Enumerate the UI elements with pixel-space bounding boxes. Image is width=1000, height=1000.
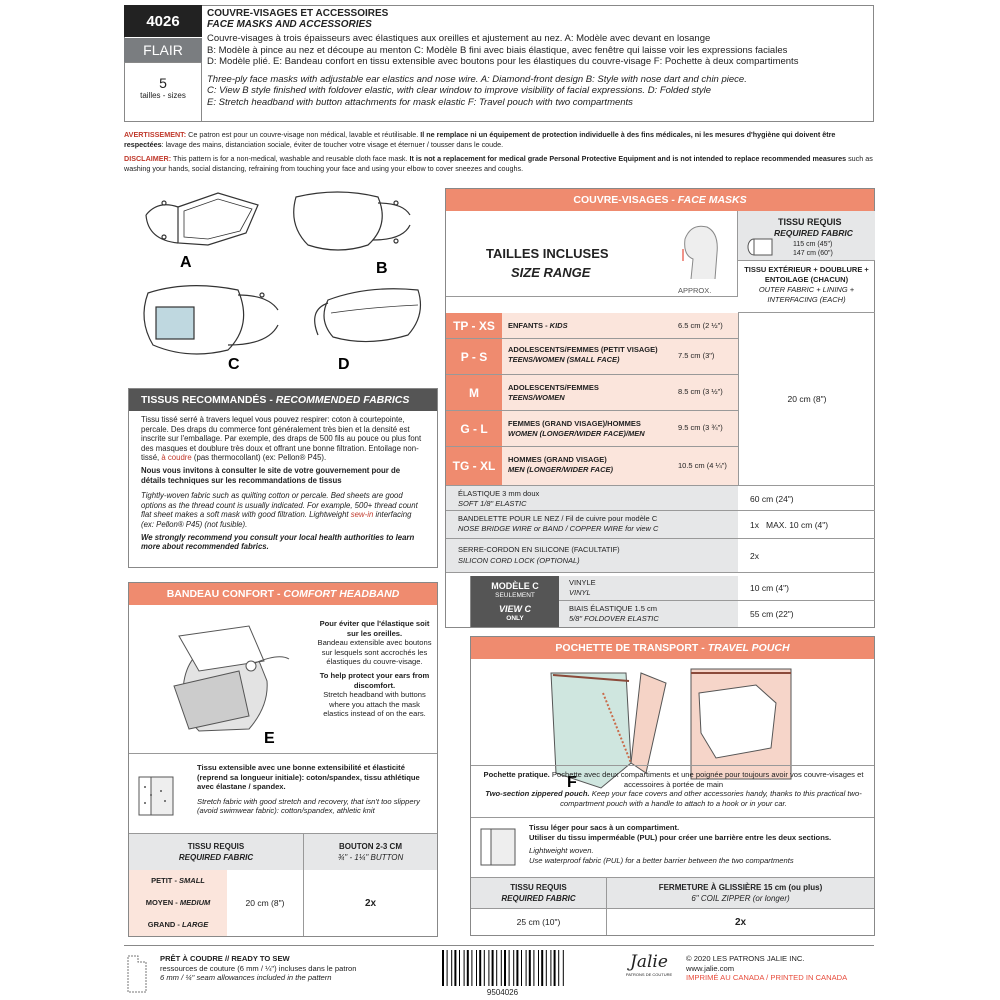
zip-fr: FERMETURE À GLISSIÈRE 15 cm (ou plus) — [658, 883, 823, 892]
pouch-fabric-fr1: Tissu léger pour sacs à un compartiment. — [529, 823, 680, 832]
divider — [129, 753, 437, 754]
model-c-fr-sub: SEULEMENT — [495, 592, 535, 599]
barcode-bar — [479, 950, 481, 986]
barcode-bar — [533, 950, 534, 986]
headband-fabric-fr: Tissu extensible avec une bonne extensibilité et élasticité (reprend sa longueur initiale): coton/spandex, tissu athlétique avec élastane / spandex. — [197, 763, 420, 792]
size-code: TG - XL — [446, 447, 502, 485]
pouch-zip-header — [607, 878, 874, 908]
barcode-bar — [476, 950, 477, 986]
rec-fr-highlight: à coudre — [161, 453, 192, 463]
headband-fabric — [197, 763, 432, 816]
barcode-bar — [550, 950, 551, 986]
barcode-bar — [513, 950, 514, 986]
knit-fabric-icon — [135, 771, 190, 819]
warning-en-rest: such as washing your hands, social distancing, refraining from touching your face and using your elbow to cover sneezes and coughs. — [124, 154, 873, 173]
size-fr: ADOLESCENTS/FEMMES (PETIT VISAGE) — [508, 345, 658, 354]
desc-en-line: C: View B style finished with foldover elastic, with clear window to improve visibility of facial expressions. D: Folded style — [207, 85, 712, 96]
headband-illustration — [139, 611, 309, 751]
title-fr: BANDEAU CONFORT - — [166, 588, 284, 600]
barcode-bar — [451, 950, 452, 986]
mask-illustrations — [128, 185, 438, 375]
barcode-bar — [546, 950, 547, 986]
face-masks-title — [446, 189, 874, 211]
width-2: 147 cm (60") — [793, 250, 833, 257]
size-fr: GRAND - — [147, 920, 182, 929]
pouch-fabric-fr2: Utiliser du tissu imperméable (PUL) pour créer une barrière entre les deux sections. — [529, 832, 832, 842]
warning-en-text: This pattern is for a non-medical, washable and reusable cloth face mask. — [171, 154, 410, 163]
size-row — [446, 339, 738, 375]
pouch-en-text: Keep your face covers and other accessories handy, thanks to this practical two-compartment pouch with a handle to attach to a hook or in your car. — [560, 789, 862, 808]
size-en: TEENS/WOMEN — [508, 393, 565, 402]
size-desc — [508, 383, 599, 403]
description-fr — [207, 33, 867, 68]
title-fr: COUVRE-VISAGES - — [573, 194, 678, 206]
woven-fabric-icon — [477, 825, 527, 870]
model-c-fr: MODÈLE C — [491, 581, 539, 591]
travel-pouch-title — [471, 637, 874, 659]
desc-fr-line: Couvre-visages à trois épaisseurs avec élastiques aux oreilles et ajustement au nez. A: Modèle avec devant en losange — [207, 33, 711, 44]
size-desc — [508, 419, 673, 439]
notion-en: SILICON CORD LOCK (OPTIONAL) — [458, 556, 580, 565]
sizes-count: 5 — [159, 75, 167, 91]
comfort-headband-panel — [128, 582, 438, 937]
size-row — [446, 411, 738, 447]
notion-en: SOFT 1/8" ELASTIC — [458, 499, 527, 508]
rec-fr-text-end: (pas thermocollant) (ex: Pellon® P45). — [191, 453, 327, 463]
face-masks-panel — [445, 188, 875, 628]
pouch-fr-bold: Pochette pratique. — [483, 770, 550, 779]
size-code: P - S — [446, 339, 502, 374]
title-en: RECOMMENDED FABRICS — [275, 394, 410, 406]
pouch-desc-en — [481, 789, 866, 808]
brand-label: FLAIR — [124, 38, 202, 62]
warning-fr-rest: : lavage des mains, distanciation sociale, éviter de toucher votre visage et éternuer / tousser dans le coude. — [161, 139, 504, 149]
barcode-bar — [492, 950, 494, 986]
size-row — [446, 375, 738, 411]
model-c-row-en: VINYL — [569, 588, 591, 597]
printed-in: IMPRIMÉ AU CANADA / PRINTED IN CANADA — [686, 973, 848, 983]
barcode-bar — [554, 950, 556, 986]
model-c-panel — [470, 576, 875, 628]
size-fr: FEMMES (GRAND VISAGE)/HOMMES — [508, 419, 641, 428]
mask-b-illustration — [294, 192, 410, 250]
notion-amount: 1x MAX. 10 cm (4") — [738, 511, 875, 539]
model-c-row-fr: VINYLE — [569, 578, 596, 587]
divider — [471, 765, 874, 766]
notion-en: NOSE BRIDGE WIRE or BAND / COPPER WIRE for view C — [458, 524, 659, 533]
fabric-amount: 20 cm (8") — [738, 313, 875, 485]
req-fr: TISSU REQUIS — [187, 842, 245, 851]
barcode-bar — [529, 950, 531, 986]
headband-en-text: Stretch headband with buttons where you attach the mask elastics instead of on the ears. — [323, 690, 426, 719]
headband-fabric-en: Stretch fabric with good stretch and recovery, that isn't too slippery (avoid swimwear fabric): cotton/spandex, athletic knit — [197, 796, 420, 816]
model-c-row-en: 5/8" FOLDOVER ELASTIC — [569, 614, 659, 623]
model-c-en: VIEW C — [498, 604, 531, 614]
notion-fr: SERRE-CORDON EN SILICONE (FACULTATIF) — [458, 545, 620, 554]
logo-text: Jalie — [630, 952, 668, 972]
desc-fr-line: D: Modèle plié. E: Bandeau confort en tissu extensible avec boutons pour les élastiques du couvre-visage F: Pochette à deux compartiments — [207, 56, 799, 67]
notion-amount: 60 cm (24") — [738, 485, 875, 511]
copyright: © 2020 LES PATRONS JALIE INC. — [686, 954, 805, 963]
pouch-desc — [481, 770, 866, 808]
allowance-en: 6 mm / ¼" seam allowances included in the pattern — [160, 973, 332, 983]
notion-row — [446, 539, 738, 573]
barcode-number: 9504026 — [486, 988, 519, 997]
title-fr: POCHETTE DE TRANSPORT - — [555, 642, 708, 654]
size-measure: 7.5 cm (3") — [678, 351, 715, 360]
fabric-layers — [738, 261, 875, 313]
title-en: COMFORT HEADBAND — [283, 588, 400, 600]
pouch-fr-text: Pochette avec deux compartiments et une poignée pour toujours avoir vos couvre-visages et accessoires à portée de main — [549, 770, 864, 789]
notion-row — [446, 485, 738, 511]
barcode-bar — [509, 950, 510, 986]
size-rows — [446, 313, 738, 485]
fabric-required-en: REQUIRED FABRIC — [774, 228, 853, 238]
headband-fr-bold: Pour éviter que l'élastique soit sur les oreilles. — [319, 619, 430, 638]
button-en: ¾" - 1¼" BUTTON — [337, 853, 404, 862]
desc-en-line: E: Stretch headband with button attachments for mask elastic F: Travel pouch with two compartments — [207, 96, 633, 108]
mask-d-illustration — [315, 289, 421, 342]
warning-fr — [124, 130, 874, 149]
divider — [471, 817, 874, 818]
size-code: G - L — [446, 411, 502, 446]
fabric-required-header — [738, 211, 875, 261]
barcode-bar — [459, 950, 460, 986]
size-en: MEDIUM — [179, 898, 211, 907]
headband-req-header — [129, 834, 304, 870]
barcode-bars — [440, 950, 565, 986]
recommended-fabrics-panel — [128, 388, 438, 568]
sizes-label: tailles - sizes — [140, 91, 186, 100]
notion-amount: 2x — [738, 539, 875, 573]
size-en: SMALL — [179, 876, 205, 885]
mask-a-illustration — [146, 193, 258, 245]
size-en: WOMEN (LONGER/WIDER FACE)/MEN — [508, 429, 645, 438]
barcode-bar — [521, 950, 522, 986]
barcode-bar — [488, 950, 489, 986]
view-f-label: F — [567, 774, 577, 791]
barcode-bar — [447, 950, 448, 986]
warnings — [124, 130, 874, 173]
req-fr: TISSU REQUIS — [510, 883, 567, 892]
req-en: REQUIRED FABRIC — [178, 853, 254, 862]
barcode — [440, 950, 565, 997]
zip-en: 6" COIL ZIPPER (or longer) — [691, 894, 790, 903]
barcode-bar — [563, 950, 564, 986]
recommended-fabrics-title — [129, 389, 437, 411]
view-a-label: A — [180, 254, 192, 271]
jalie-logo — [624, 952, 674, 977]
headband-size — [129, 914, 227, 936]
ready-separator: // — [222, 954, 232, 963]
size-fr: ADOLESCENTS/FEMMES — [508, 383, 599, 392]
barcode-bar — [538, 950, 539, 986]
rec-en-p1 — [141, 491, 425, 529]
rec-fr-p2: Nous vous invitons à consulter le site de votre gouvernement pour de détails techniques sur les recommandations de tissus — [141, 465, 401, 485]
size-en: MEN (LONGER/WIDER FACE) — [508, 465, 613, 474]
size-measure: 9.5 cm (3 ¾") — [678, 423, 723, 432]
size-range-en: SIZE RANGE — [511, 265, 591, 280]
req-en: REQUIRED FABRIC — [501, 894, 576, 903]
warning-fr-label: AVERTISSEMENT: — [124, 130, 187, 139]
pouch-desc-fr — [481, 770, 866, 789]
barcode-bar — [454, 950, 456, 986]
size-en: TEENS/WOMEN (SMALL FACE) — [508, 355, 620, 364]
rec-en-text: Tightly-woven fabric such as quilting cotton or percale. Bed sheets are good options as the thread count is usually indicated. For example, 500+ thread count flat sheet makes a soft mask with good filtration. Lightweight — [141, 491, 418, 520]
headband-sizes — [129, 870, 227, 936]
desc-fr-line: B: Modèle à pince au nez et découpe au menton C: Modèle B fini avec biais élastique, avec fenêtre qui laisse voir les expressions faciales — [207, 44, 788, 56]
size-range-header — [446, 211, 738, 297]
model-c-en-sub: ONLY — [506, 615, 524, 622]
headband-size — [129, 892, 227, 914]
ready-en: READY TO SEW — [231, 954, 290, 963]
size-fr: ENFANTS - — [508, 321, 550, 330]
size-code: M — [446, 375, 502, 410]
fabric-desc-fr: TISSU EXTÉRIEUR + DOUBLURE + ENTOILAGE (CHACUN) — [744, 265, 869, 284]
rec-fr-text: Tissu tissé serré à travers lequel vous pouvez respirer: coton à courtepointe, percale. Des draps du commerce font généralement très bien et la densité est inscrite sur l'emballage. Par exemple, des draps de 500 fils au pouce ou plus font des masques et doublure très doux et offrant une bonne filtration. Entoilage non-tissé, — [141, 415, 422, 463]
warning-en — [124, 154, 874, 173]
pattern-number: 4026 — [124, 5, 202, 37]
size-fr: MOYEN - — [145, 898, 180, 907]
size-en: LARGE — [181, 920, 209, 929]
comfort-headband-title — [129, 583, 437, 605]
pouch-en-bold: Two-section zippered pouch. — [485, 789, 590, 799]
warning-en-label: DISCLAIMER: — [124, 154, 172, 163]
model-c-amount: 10 cm (4") — [738, 576, 875, 601]
pouch-zip-amount: 2x — [607, 908, 874, 935]
description-en — [207, 74, 867, 109]
title-fr: COUVRE-VISAGES ET ACCESSOIRES — [207, 8, 389, 19]
allowance-fr: ressources de couture (6 mm / ¼") incluses dans le patron — [160, 963, 357, 973]
mask-c-illustration — [144, 286, 278, 354]
face-profile-icon — [671, 219, 721, 285]
sizes-count-box — [124, 62, 202, 122]
travel-pouch-panel — [470, 636, 875, 936]
size-desc — [508, 345, 668, 365]
approx-label: APPROX. — [678, 286, 712, 295]
barcode-bar — [484, 950, 485, 986]
model-c-label — [471, 576, 559, 627]
size-measure: 10.5 cm (4 ¼") — [678, 461, 727, 470]
barcode-bar — [496, 950, 497, 986]
copyright-block — [686, 954, 874, 983]
size-row — [446, 447, 738, 485]
view-e-label: E — [264, 730, 275, 747]
fabric-required-fr: TISSU REQUIS — [778, 217, 842, 227]
headband-button-header — [304, 834, 437, 870]
size-fr: PETIT - — [151, 876, 180, 885]
warning-fr-text: Ce patron est pour un couvre-visage non médical, lavable et réutilisable. — [186, 130, 421, 139]
rec-en-text-end: interfacing (ex: Pellon® P45) (not fusible). — [141, 510, 412, 529]
headband-desc — [317, 619, 432, 719]
model-c-row — [559, 601, 738, 627]
rec-en-highlight: sew-in — [350, 510, 374, 520]
barcode-bar — [467, 950, 469, 986]
header-text — [207, 8, 867, 108]
barcode-bar — [541, 950, 543, 986]
button-fr: BOUTON 2-3 CM — [339, 842, 402, 851]
size-desc — [508, 321, 568, 330]
headband-fabric-amount: 20 cm (8") — [227, 870, 304, 936]
barcode-bar — [504, 950, 506, 986]
barcode-bar — [558, 950, 559, 986]
warning-fr-bold: Il ne remplace ni un équipement de protection individuelle à des fins médicales, ni les mesures d'hygiène qui doivent être respectées — [124, 130, 836, 149]
notion-row — [446, 511, 738, 539]
pouch-fabric-en2: Use waterproof fabric (PUL) for a better barrier between the two compartments — [529, 855, 794, 865]
model-c-amount: 55 cm (22") — [750, 609, 794, 619]
headband-size — [129, 870, 227, 892]
recommended-fabrics-body — [129, 411, 437, 556]
pouch-fabric-amount: 25 cm (10") — [471, 908, 607, 935]
size-desc — [508, 455, 613, 475]
size-en: KIDS — [549, 321, 568, 330]
pouch-req-header — [471, 878, 607, 908]
ready-to-sew — [160, 954, 400, 983]
barcode-bar — [442, 950, 444, 986]
barcode-bar — [526, 950, 527, 986]
fabric-roll-icon — [746, 237, 774, 257]
view-d-label: D — [338, 356, 350, 373]
barcode-bar — [501, 950, 502, 986]
rec-en-p2: We strongly recommend you consult your local health authorities to learn more about recommended fabrics. — [141, 532, 415, 552]
headband-en-bold: To help protect your ears from discomfort. — [319, 670, 430, 690]
size-code: TP - XS — [446, 313, 502, 338]
fabric-desc-en: OUTER FABRIC + LINING + INTERFACING (EACH) — [758, 285, 855, 304]
website: www.jalie.com — [686, 963, 735, 973]
size-range-fr: TAILLES INCLUSES — [486, 246, 609, 261]
ready-line — [160, 954, 400, 964]
title-en: TRAVEL POUCH — [707, 642, 790, 654]
size-measure: 8.5 cm (3 ½") — [678, 387, 723, 396]
title-en: FACE MASKS — [677, 194, 747, 206]
footer — [124, 945, 874, 995]
barcode-bar — [464, 950, 465, 986]
barcode-bar — [516, 950, 518, 986]
model-c-row — [559, 576, 738, 601]
logo-sub: PATRONS DE COUTURE — [625, 972, 673, 977]
size-measure: 6.5 cm (2 ½") — [678, 321, 723, 330]
pouch-fabric-en1: Lightweight woven. — [529, 846, 594, 856]
size-row — [446, 313, 738, 339]
headband-button-amount: 2x — [364, 897, 377, 909]
notion-fr: BANDELETTE POUR LE NEZ / Fil de cuivre pour modèle C — [458, 514, 658, 523]
headband-fr-text: Bandeau extensible avec boutons sur lesquels sont accrochés les élastiques du couvre-visage. — [317, 638, 432, 667]
notion-fr: ÉLASTIQUE 3 mm doux — [458, 489, 540, 498]
model-c-row-fr: BIAIS ÉLASTIQUE 1.5 cm — [569, 604, 657, 613]
pouch-fabric — [529, 823, 869, 865]
desc-en-line: Three-ply face masks with adjustable ear elastics and nose wire. A: Diamond-front design B: Style with nose dart and chin piece. — [207, 73, 747, 85]
view-b-label: B — [376, 260, 388, 277]
title-en: FACE MASKS AND ACCESSORIES — [207, 19, 372, 30]
title-fr: TISSUS RECOMMANDÉS - — [141, 394, 276, 406]
barcode-bar — [471, 950, 472, 986]
ready-fr: PRÊT À COUDRE — [160, 954, 223, 963]
size-fr: HOMMES (GRAND VISAGE) — [508, 455, 607, 464]
rec-fr-p1 — [141, 415, 425, 463]
view-c-label: C — [228, 356, 240, 373]
width-1: 115 cm (45") — [793, 241, 833, 248]
warning-en-bold: It is not a replacement for medical grade Personal Protective Equipment and is not intended to replace recommended measures — [409, 154, 847, 163]
pattern-piece-icon — [126, 954, 148, 994]
